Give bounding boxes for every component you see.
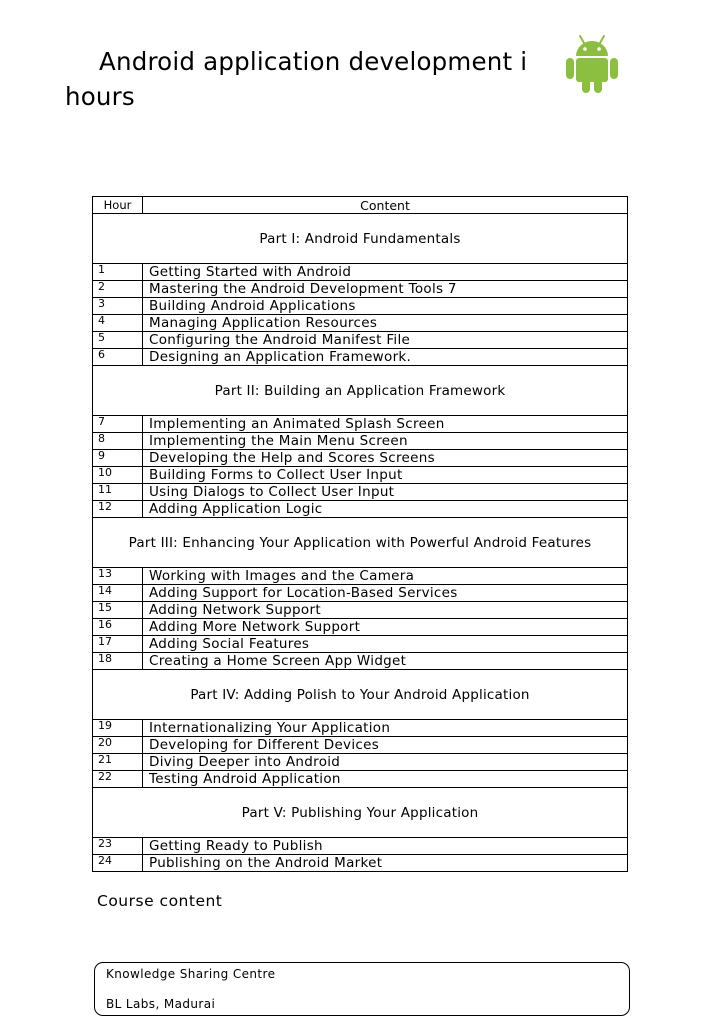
table-row — [93, 585, 628, 602]
part-heading-row — [93, 366, 628, 416]
hour-cell: 9 — [93, 450, 143, 467]
content-column-header: Content — [143, 197, 628, 214]
part-heading: Part IV: Adding Polish to Your Android Application — [93, 670, 628, 720]
table-body — [93, 214, 628, 872]
document-title — [65, 44, 565, 114]
footer-organization: Knowledge Sharing Centre — [106, 967, 276, 981]
table-row — [93, 467, 628, 484]
hour-column-header: Hour — [93, 197, 143, 214]
hour-cell: 6 — [93, 349, 143, 366]
table-row — [93, 298, 628, 315]
hour-cell: 4 — [93, 315, 143, 332]
content-cell: Adding Support for Location-Based Services — [143, 585, 628, 602]
table-row — [93, 754, 628, 771]
content-cell: Creating a Home Screen App Widget — [143, 653, 628, 670]
part-heading: Part V: Publishing Your Application — [93, 788, 628, 838]
content-cell: Adding More Network Support — [143, 619, 628, 636]
footer-box — [94, 962, 630, 1016]
title-line-1: Android application development i — [99, 47, 528, 76]
content-cell: Testing Android Application — [143, 771, 628, 788]
hour-cell: 5 — [93, 332, 143, 349]
hour-cell: 2 — [93, 281, 143, 298]
table-row — [93, 771, 628, 788]
part-heading: Part II: Building an Application Framework — [93, 366, 628, 416]
part-heading-row — [93, 214, 628, 264]
part-heading: Part III: Enhancing Your Application with Powerful Android Features — [93, 518, 628, 568]
table-row — [93, 332, 628, 349]
hour-cell: 1 — [93, 264, 143, 281]
content-cell: Diving Deeper into Android — [143, 754, 628, 771]
hour-cell: 16 — [93, 619, 143, 636]
content-cell: Internationalizing Your Application — [143, 720, 628, 737]
table-row — [93, 602, 628, 619]
content-cell: Getting Ready to Publish — [143, 838, 628, 855]
content-cell: Implementing the Main Menu Screen — [143, 433, 628, 450]
hour-cell: 11 — [93, 484, 143, 501]
hour-cell: 17 — [93, 636, 143, 653]
content-cell: Adding Social Features — [143, 636, 628, 653]
android-robot-icon — [565, 34, 619, 94]
hour-cell: 3 — [93, 298, 143, 315]
table-row — [93, 501, 628, 518]
content-cell: Developing for Different Devices — [143, 737, 628, 754]
hour-cell: 20 — [93, 737, 143, 754]
hour-cell: 7 — [93, 416, 143, 433]
content-cell: Publishing on the Android Market — [143, 855, 628, 872]
content-cell: Adding Network Support — [143, 602, 628, 619]
hour-cell: 13 — [93, 568, 143, 585]
content-cell: Getting Started with Android — [143, 264, 628, 281]
table-row — [93, 433, 628, 450]
hour-cell: 24 — [93, 855, 143, 872]
content-cell: Building Android Applications — [143, 298, 628, 315]
table-row — [93, 315, 628, 332]
table-row — [93, 720, 628, 737]
content-cell: Implementing an Animated Splash Screen — [143, 416, 628, 433]
content-cell: Mastering the Android Development Tools 7 — [143, 281, 628, 298]
hour-cell: 23 — [93, 838, 143, 855]
part-heading-row — [93, 518, 628, 568]
hour-cell: 22 — [93, 771, 143, 788]
hour-cell: 12 — [93, 501, 143, 518]
hour-cell: 10 — [93, 467, 143, 484]
content-cell: Adding Application Logic — [143, 501, 628, 518]
content-cell: Configuring the Android Manifest File — [143, 332, 628, 349]
hour-cell: 21 — [93, 754, 143, 771]
part-heading: Part I: Android Fundamentals — [93, 214, 628, 264]
content-cell: Using Dialogs to Collect User Input — [143, 484, 628, 501]
footer-location: BL Labs, Madurai — [106, 997, 216, 1011]
hour-cell: 14 — [93, 585, 143, 602]
table-header-row — [93, 197, 628, 214]
table-caption: Course content — [97, 892, 223, 910]
table-row — [93, 619, 628, 636]
content-cell: Developing the Help and Scores Screens — [143, 450, 628, 467]
hour-cell: 8 — [93, 433, 143, 450]
content-cell: Working with Images and the Camera — [143, 568, 628, 585]
table-row — [93, 264, 628, 281]
content-cell: Building Forms to Collect User Input — [143, 467, 628, 484]
title-line-2: hours — [65, 82, 135, 111]
table-row — [93, 636, 628, 653]
course-table — [92, 196, 628, 872]
table-row — [93, 450, 628, 467]
content-cell: Designing an Application Framework. — [143, 349, 628, 366]
table-row — [93, 484, 628, 501]
content-cell: Managing Application Resources — [143, 315, 628, 332]
table-row — [93, 653, 628, 670]
hour-cell: 19 — [93, 720, 143, 737]
hour-cell: 18 — [93, 653, 143, 670]
table-row — [93, 737, 628, 754]
part-heading-row — [93, 788, 628, 838]
table-row — [93, 349, 628, 366]
hour-cell: 15 — [93, 602, 143, 619]
part-heading-row — [93, 670, 628, 720]
table-row — [93, 838, 628, 855]
table-row — [93, 416, 628, 433]
table-row — [93, 281, 628, 298]
table-row — [93, 568, 628, 585]
table-row — [93, 855, 628, 872]
